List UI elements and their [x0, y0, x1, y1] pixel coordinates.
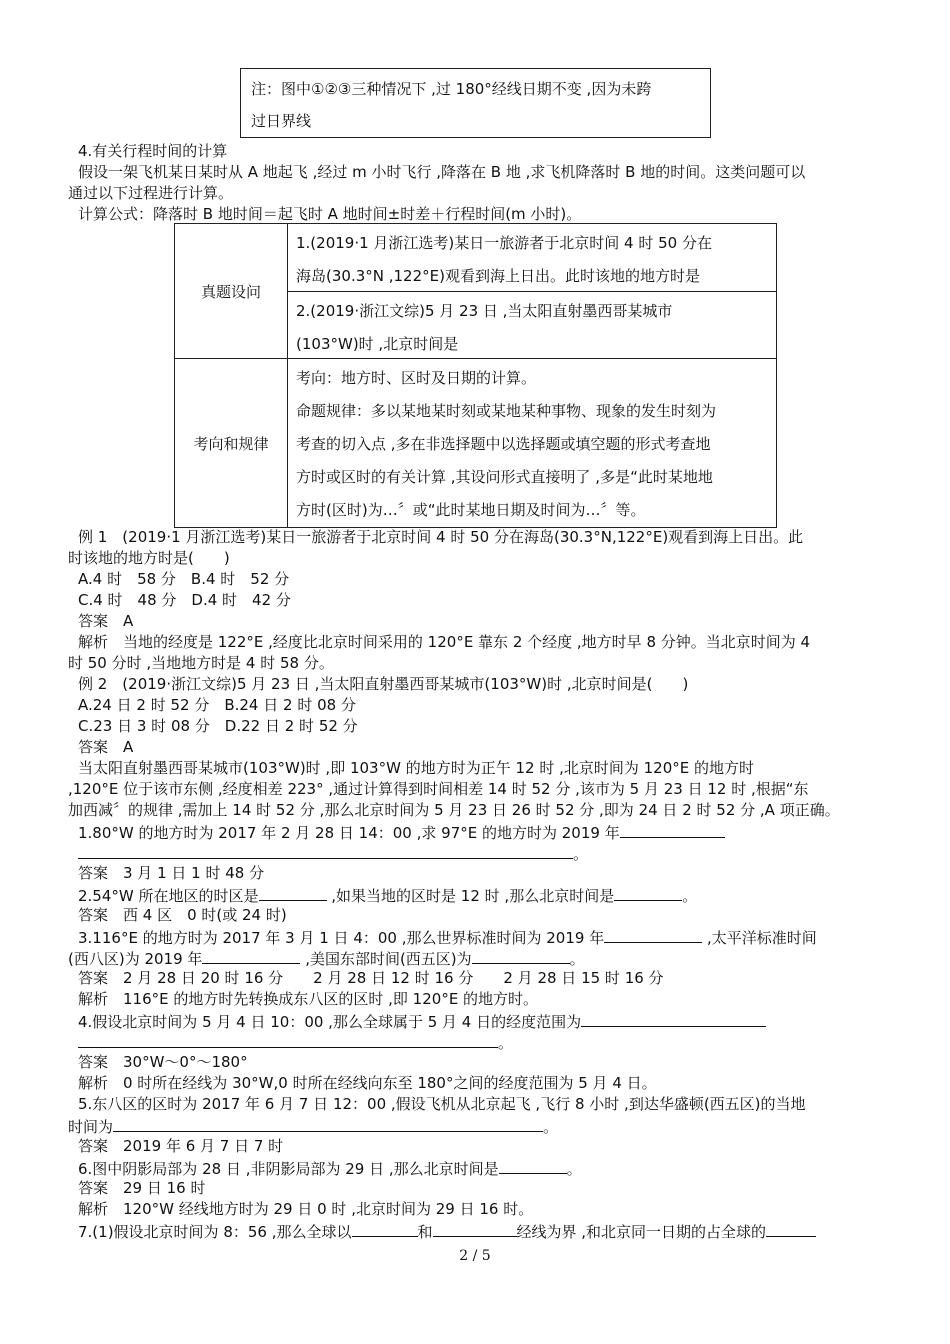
q1-line-2: 海岛(30.3°N ,122°E)观看到海上日出。此时该地的地方时是 [296, 267, 700, 285]
exercise-3-analysis: 解析 116°E 的地方时先转换成东八区的区时 ,即 120°E 的地方时。 [78, 990, 539, 1008]
answer-blank[interactable] [581, 1010, 766, 1027]
note-line-2: 过日界线 [251, 112, 312, 130]
answer-blank[interactable] [78, 1031, 498, 1048]
exercise-7-text: 7.(1)假设北京时间为 8：56 ,那么全球以 [78, 1223, 352, 1241]
q1-line-1: 1.(2019·1 月浙江选考)某日一旅游者于北京时间 4 时 50 分在 [296, 234, 712, 252]
exercise-4-cont [78, 1031, 898, 1054]
answer-blank[interactable] [259, 884, 327, 901]
answer-blank[interactable] [620, 821, 725, 838]
exercise-5: 5.东八区的区时为 2017 年 6 月 7 日 12：00 ,假设飞机从北京起飞 ,飞行 8 小时 ,到达华盛顿(西五区)的当地 [78, 1095, 806, 1113]
exercise-6-analysis: 解析 120°W 经线地方时为 29 日 0 时 ,北京时间为 29 日 16 时。 [78, 1200, 534, 1218]
punctuation: 。 [543, 1118, 559, 1136]
punctuation: 。 [573, 845, 589, 863]
exercise-5-answer: 答案 2019 年 6 月 7 日 7 时 [78, 1137, 284, 1155]
punctuation: 。 [566, 1160, 582, 1178]
section-heading: 4.有关行程时间的计算 [78, 142, 228, 160]
trend-line-4: 方时或区时的有关计算 ,其设问形式直接明了 ,多是“此时某地地 [296, 468, 713, 486]
exam-table [174, 223, 777, 528]
example1-answer: 答案 A [78, 612, 134, 630]
exercise-3 [78, 926, 898, 949]
exercise-5-cont [68, 1115, 888, 1138]
section-paragraph: 假设一架飞机某日某时从 A 地起飞 ,经过 m 小时飞行 ,降落在 B 地 ,求飞机降落时 B 地的时间。这类问题可以 [78, 163, 806, 181]
table-header-trends: 考向和规律 [175, 359, 288, 528]
exercise-6 [78, 1157, 898, 1180]
example1-analysis: 解析 当地的经度是 122°E ,经度比北京时间采用的 120°E 靠东 2 个经度 ,地方时早 8 分钟。当北京时间为 4 [78, 633, 811, 651]
exercise-2-text: 2.54°W 所在地区的时区是 [78, 887, 259, 905]
example1-analysis-cont: 时 50 分时 ,当地地方时是 4 时 58 分。 [68, 654, 334, 672]
exercise-2 [78, 884, 898, 907]
exercise-3-text: 3.116°E 的地方时为 2017 年 3 月 1 日 4：00 ,那么世界标准时间为 2019 年 [78, 929, 605, 947]
example1-options-cd: C.4 时 48 分 D.4 时 42 分 [78, 591, 291, 609]
exercise-5-text-b: 时间为 [68, 1118, 114, 1136]
trend-line-5: 方时(区时)为…〞或“此时某地日期及时间为…〞等。 [296, 501, 646, 519]
answer-blank[interactable] [433, 1220, 517, 1237]
exercise-7-text-c: 经线为界 ,和北京同一日期的占全球的 [516, 1223, 767, 1241]
exercise-6-answer: 答案 29 日 16 时 [78, 1179, 206, 1197]
answer-blank[interactable] [499, 1157, 567, 1174]
exercise-1 [78, 821, 898, 844]
answer-blank[interactable] [604, 926, 702, 943]
trend-line-2: 命题规律：多以某地某时刻或某地某种事物、现象的发生时刻为 [296, 402, 717, 420]
exercise-2-text-b: ,如果当地的区时是 12 时 ,那么北京时间是 [326, 887, 615, 905]
trend-line-3: 考查的切入点 ,多在非选择题中以选择题或填空题的形式考查地 [296, 435, 711, 453]
table-header-questions: 真题设问 [175, 224, 288, 359]
punctuation: 。 [498, 1034, 514, 1052]
example2-analysis: 当太阳直射墨西哥某城市(103°W)时 ,即 103°W 的地方时为正午 12 时 ,北京时间为 120°E 的地方时 [78, 759, 755, 777]
formula-line: 计算公式：降落时 B 地时间＝起飞时 A 地时间±时差＋行程时间(m 小时)。 [78, 205, 582, 223]
answer-blank[interactable] [614, 884, 682, 901]
exercise-7-text-b: 和 [417, 1223, 433, 1241]
exercise-1-answer: 答案 3 月 1 日 1 时 48 分 [78, 864, 265, 882]
table-cell-q2 [288, 291, 777, 359]
table-cell-q1 [288, 224, 777, 292]
answer-blank[interactable] [78, 842, 573, 859]
answer-blank[interactable] [472, 947, 570, 964]
note-box [240, 68, 711, 138]
section-paragraph-cont: 通过以下过程进行计算。 [68, 184, 234, 202]
exercise-4-analysis: 解析 0 时所在经线为 30°W,0 时所在经线向东至 180°之间的经度范围为 5 月 4 日。 [78, 1074, 657, 1092]
example1-options-ab: A.4 时 58 分 B.4 时 52 分 [78, 570, 290, 588]
punctuation: 。 [682, 887, 698, 905]
answer-blank[interactable] [352, 1220, 418, 1237]
exercise-1-cont [78, 842, 898, 865]
example1-question-cont: 时该地的地方时是( ) [68, 549, 230, 567]
exercise-1-text: 1.80°W 的地方时为 2017 年 2 月 28 日 14：00 ,求 97°E 的地方时为 2019 年 [78, 824, 620, 842]
exercise-7 [78, 1220, 898, 1243]
page-number: 2 / 5 [459, 1248, 491, 1264]
exercise-2-answer: 答案 西 4 区 0 时(或 24 时) [78, 906, 287, 924]
example1-question: 例 1 (2019·1 月浙江选考)某日一旅游者于北京时间 4 时 50 分在海岛(30.3°N,122°E)观看到海上日出。此 [78, 528, 804, 546]
q2-line-2: (103°W)时 ,北京时间是 [296, 334, 459, 353]
example2-question: 例 2 (2019·浙江文综)5 月 23 日 ,当太阳直射墨西哥某城市(103°W)时 ,北京时间是( ) [78, 675, 689, 693]
exercise-4 [78, 1010, 898, 1033]
example2-options-ab: A.24 日 2 时 52 分 B.24 日 2 时 08 分 [78, 696, 356, 714]
example2-analysis-end: 加西减〞的规律 ,需加上 14 时 52 分 ,那么北京时间为 5 月 23 日 26 时 52 分 ,即为 24 日 2 时 52 分 ,A 项正确。 [68, 801, 840, 819]
example2-answer: 答案 A [78, 738, 134, 756]
example2-analysis-cont: ,120°E 位于该市东侧 ,经度相差 223° ,通过计算得到时间相差 14 时 52 分 ,该市为 5 月 23 日 12 时 ,根据“东 [68, 780, 809, 798]
exercise-3-answer: 答案 2 月 28 日 20 时 16 分 2 月 28 日 12 时 16 分 2 月 28 日 15 时 16 分 [78, 969, 664, 987]
exercise-3-text-b: ,太平洋标准时间 [702, 929, 817, 947]
q2-line-1: 2.(2019·浙江文综)5 月 23 日 ,当太阳直射墨西哥某城市 [296, 301, 673, 320]
answer-blank[interactable] [113, 1115, 543, 1132]
exercise-4-text: 4.假设北京时间为 5 月 4 日 10：00 ,那么全球属于 5 月 4 日的经度范围为 [78, 1013, 582, 1031]
answer-blank[interactable] [766, 1220, 816, 1237]
table-cell-trends [288, 359, 777, 528]
punctuation: 。 [569, 950, 585, 968]
exercise-6-text: 6.图中阴影局部为 28 日 ,非阴影局部为 29 日 ,那么北京时间是 [78, 1160, 499, 1178]
example2-options-cd: C.23 日 3 时 08 分 D.22 日 2 时 52 分 [78, 717, 358, 735]
exercise-3-text-c: (西八区)为 2019 年 [68, 950, 203, 968]
exercise-3-text-d: ,美国东部时间(西五区)为 [300, 950, 472, 968]
exercise-4-answer: 答案 30°W～0°～180° [78, 1053, 248, 1071]
exercise-3-cont [68, 947, 888, 970]
note-line-1: 注：图中①②③三种情况下 ,过 180°经线日期不变 ,因为未跨 [251, 80, 652, 98]
trend-line-1: 考向：地方时、区时及日期的计算。 [296, 369, 537, 387]
answer-blank[interactable] [202, 947, 300, 964]
